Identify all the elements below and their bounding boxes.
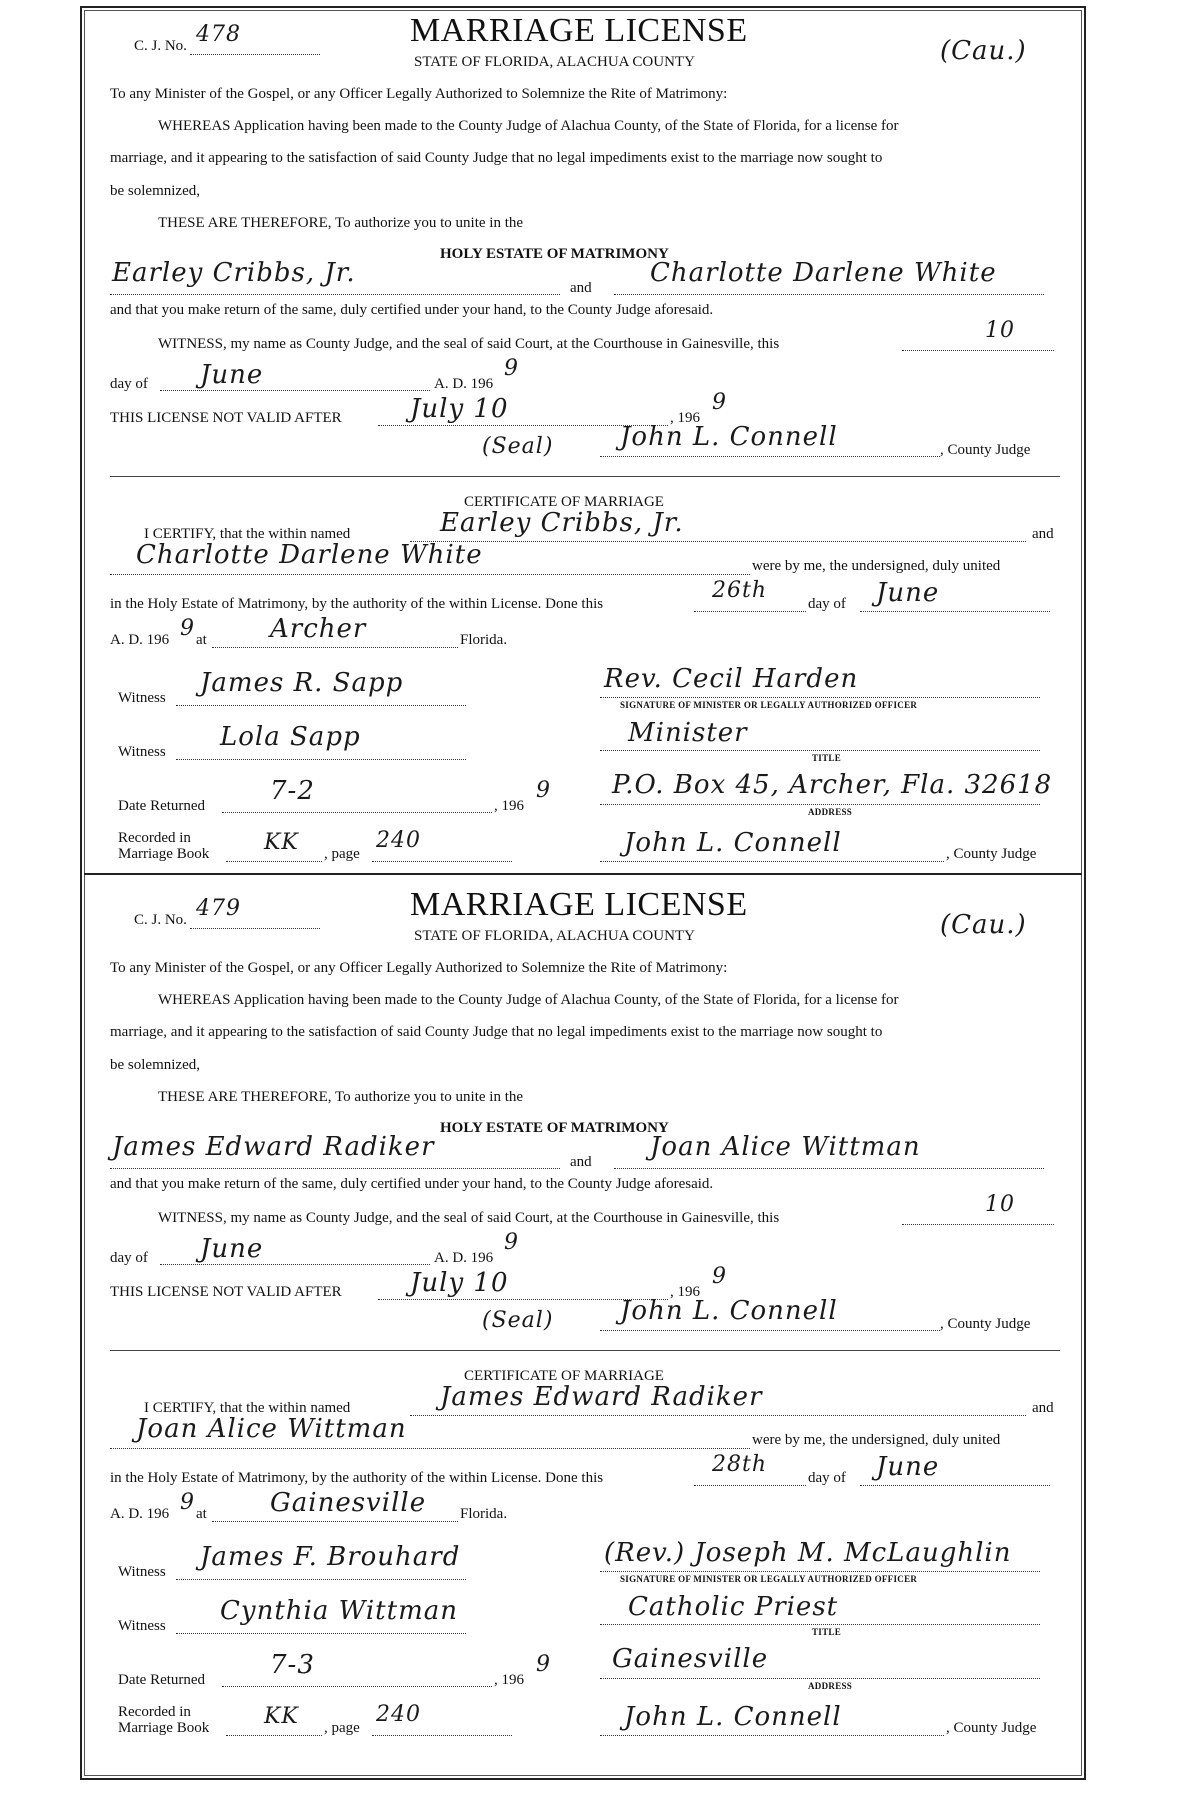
bride-name: Charlotte Darlene White xyxy=(650,258,997,288)
license-title: MARRIAGE LICENSE xyxy=(410,886,748,923)
nv-year-digit: 9 xyxy=(712,1264,727,1289)
county-judge-label: , County Judge xyxy=(940,1316,1031,1332)
recorder-judge-label: , County Judge xyxy=(946,1720,1037,1736)
date-returned-label: Date Returned xyxy=(118,798,206,814)
recorded-label-2: Marriage Book xyxy=(118,1720,210,1736)
certify-line: I CERTIFY, that the within named xyxy=(144,526,351,542)
cert-year-digit: 9 xyxy=(180,1490,195,1515)
officer-signature: (Rev.) Joseph M. McLaughlin xyxy=(604,1538,1012,1568)
recorded-label-1: Recorded in xyxy=(118,830,191,846)
witness-1-label: Witness xyxy=(118,1564,166,1580)
officer-signature: Rev. Cecil Harden xyxy=(604,664,859,694)
return-line: and that you make return of the same, duly certified under your hand, to the County Judge aforesaid. xyxy=(110,1176,714,1192)
license-month: June xyxy=(200,1234,264,1264)
therefore-line: THESE ARE THEREFORE, To authorize you to unite in the xyxy=(158,1089,524,1105)
witness-2-label: Witness xyxy=(118,744,166,760)
return-line: and that you make return of the same, duly certified under your hand, to the County Judge aforesaid. xyxy=(110,302,714,318)
marriage-book: KK xyxy=(264,1704,299,1729)
officer-caption: SIGNATURE OF MINISTER OR LEGALLY AUTHORIZED OFFICER xyxy=(620,1574,918,1584)
witness-2-name: Lola Sapp xyxy=(220,722,361,752)
annotation-note: (Cau.) xyxy=(940,910,1027,940)
holy-estate-line: in the Holy Estate of Matrimony, by the authority of the within License. Done this xyxy=(110,596,604,612)
date-returned: 7-2 xyxy=(270,776,315,806)
dr-year-label: , 196 xyxy=(494,1672,524,1688)
recorder-signature: John L. Connell xyxy=(624,828,842,858)
done-day: 26th xyxy=(712,578,768,603)
officer-title: Catholic Priest xyxy=(628,1592,839,1622)
county-judge-label: , County Judge xyxy=(940,442,1031,458)
florida-label: Florida. xyxy=(460,1506,508,1522)
cert-groom-name: James Edward Radiker xyxy=(440,1382,763,1412)
cert-ad-label: A. D. 196 xyxy=(110,632,170,648)
date-returned-label: Date Returned xyxy=(118,1672,206,1688)
witness-2-label: Witness xyxy=(118,1618,166,1634)
witness-statement: WITNESS, my name as County Judge, and the seal of said Court, at the Courthouse in Gainesville, this xyxy=(158,336,780,352)
whereas-line-3: be solemnized, xyxy=(110,1057,200,1073)
done-day: 28th xyxy=(712,1452,768,1477)
not-valid-label: THIS LICENSE NOT VALID AFTER xyxy=(110,410,342,426)
title-caption: TITLE xyxy=(812,753,842,763)
dr-year-label: , 196 xyxy=(494,798,524,814)
witness-1-name: James F. Brouhard xyxy=(200,1542,461,1572)
whereas-line-2: marriage, and it appearing to the satisfaction of said County Judge that no legal impediments exist to the marriage now sought to xyxy=(110,1024,883,1040)
groom-name: Earley Cribbs, Jr. xyxy=(112,258,356,288)
license-divider xyxy=(84,873,1082,875)
holy-estate-heading: HOLY ESTATE OF MATRIMONY xyxy=(440,246,669,262)
groom-name: James Edward Radiker xyxy=(112,1132,435,1162)
address-line: To any Minister of the Gospel, or any Officer Legally Authorized to Solemnize the Rite of Matrimony: xyxy=(110,86,728,102)
cert-year-digit: 9 xyxy=(180,616,195,641)
certify-line: I CERTIFY, that the within named xyxy=(144,1400,351,1416)
not-valid-date: July 10 xyxy=(410,1268,509,1298)
marriage-book: KK xyxy=(264,830,299,855)
license-subtitle: STATE OF FLORIDA, ALACHUA COUNTY xyxy=(414,54,695,70)
dr-year-digit: 9 xyxy=(536,778,551,803)
judge-signature: John L. Connell xyxy=(620,1296,838,1326)
cj-label: C. J. No. xyxy=(134,38,187,54)
cert-ad-label: A. D. 196 xyxy=(110,1506,170,1522)
license-year-digit: 9 xyxy=(504,1230,519,1255)
ad-label: A. D. 196 xyxy=(434,376,494,392)
witness-1-name: James R. Sapp xyxy=(200,668,404,698)
license-day: 10 xyxy=(985,318,1015,343)
whereas-line-2: marriage, and it appearing to the satisfaction of said County Judge that no legal impediments exist to the marriage now sought to xyxy=(110,150,883,166)
certificate-title: CERTIFICATE OF MARRIAGE xyxy=(464,1368,664,1384)
and-label: and xyxy=(570,1154,592,1170)
book-page: 240 xyxy=(376,828,421,853)
therefore-line: THESE ARE THEREFORE, To authorize you to unite in the xyxy=(158,215,524,231)
cert-day-of-label: day of xyxy=(808,1470,846,1486)
annotation-note: (Cau.) xyxy=(940,36,1027,66)
holy-estate-heading: HOLY ESTATE OF MATRIMONY xyxy=(440,1120,669,1136)
cert-groom-name: Earley Cribbs, Jr. xyxy=(440,508,684,538)
date-returned: 7-3 xyxy=(270,1650,315,1680)
cert-and-label: and xyxy=(1032,526,1054,542)
whereas-line-1: WHEREAS Application having been made to the County Judge of Alachua County, of the State of Florida, for a license for xyxy=(158,118,899,134)
nv-year-label: , 196 xyxy=(670,1284,700,1300)
nv-year-digit: 9 xyxy=(712,390,727,415)
license-month: June xyxy=(200,360,264,390)
license-title: MARRIAGE LICENSE xyxy=(410,12,748,49)
judge-signature: John L. Connell xyxy=(620,422,838,452)
officer-title: Minister xyxy=(628,718,748,748)
florida-label: Florida. xyxy=(460,632,508,648)
witness-statement: WITNESS, my name as County Judge, and the seal of said Court, at the Courthouse in Gainesville, this xyxy=(158,1210,780,1226)
page-label: , page xyxy=(324,1720,360,1736)
marriage-place: Archer xyxy=(270,614,367,644)
officer-address: Gainesville xyxy=(612,1644,769,1674)
at-label: at xyxy=(196,632,207,648)
license-day: 10 xyxy=(985,1192,1015,1217)
page-label: , page xyxy=(324,846,360,862)
cj-number: 478 xyxy=(196,22,241,47)
witness-1-label: Witness xyxy=(118,690,166,706)
day-of-label: day of xyxy=(110,376,148,392)
recorder-signature: John L. Connell xyxy=(624,1702,842,1732)
title-caption: TITLE xyxy=(812,1627,842,1637)
whereas-line-1: WHEREAS Application having been made to the County Judge of Alachua County, of the State of Florida, for a license for xyxy=(158,992,899,1008)
nv-year-label: , 196 xyxy=(670,410,700,426)
cj-label: C. J. No. xyxy=(134,912,187,928)
recorded-label-1: Recorded in xyxy=(118,1704,191,1720)
bride-name: Joan Alice Wittman xyxy=(650,1132,921,1162)
address-caption: ADDRESS xyxy=(808,1681,853,1691)
cert-day-of-label: day of xyxy=(808,596,846,612)
united-line: were by me, the undersigned, duly united xyxy=(752,558,1001,574)
cert-bride-name: Charlotte Darlene White xyxy=(136,540,483,570)
and-label: and xyxy=(570,280,592,296)
not-valid-label: THIS LICENSE NOT VALID AFTER xyxy=(110,1284,342,1300)
ad-label: A. D. 196 xyxy=(434,1250,494,1266)
cj-number: 479 xyxy=(196,896,241,921)
license-year-digit: 9 xyxy=(504,356,519,381)
not-valid-date: July 10 xyxy=(410,394,509,424)
recorded-label-2: Marriage Book xyxy=(118,846,210,862)
address-caption: ADDRESS xyxy=(808,807,853,817)
cert-month: June xyxy=(876,578,940,608)
seal-mark: (Seal) xyxy=(482,1308,554,1333)
cert-month: June xyxy=(876,1452,940,1482)
book-page: 240 xyxy=(376,1702,421,1727)
day-of-label: day of xyxy=(110,1250,148,1266)
witness-2-name: Cynthia Wittman xyxy=(220,1596,458,1626)
united-line: were by me, the undersigned, duly united xyxy=(752,1432,1001,1448)
address-line: To any Minister of the Gospel, or any Officer Legally Authorized to Solemnize the Rite of Matrimony: xyxy=(110,960,728,976)
dr-year-digit: 9 xyxy=(536,1652,551,1677)
at-label: at xyxy=(196,1506,207,1522)
certificate-title: CERTIFICATE OF MARRIAGE xyxy=(464,494,664,510)
officer-address: P.O. Box 45, Archer, Fla. 32618 xyxy=(612,770,1053,800)
recorder-judge-label: , County Judge xyxy=(946,846,1037,862)
cert-bride-name: Joan Alice Wittman xyxy=(136,1414,407,1444)
seal-mark: (Seal) xyxy=(482,434,554,459)
marriage-place: Gainesville xyxy=(270,1488,427,1518)
whereas-line-3: be solemnized, xyxy=(110,183,200,199)
cert-and-label: and xyxy=(1032,1400,1054,1416)
holy-estate-line: in the Holy Estate of Matrimony, by the authority of the within License. Done this xyxy=(110,1470,604,1486)
license-subtitle: STATE OF FLORIDA, ALACHUA COUNTY xyxy=(414,928,695,944)
officer-caption: SIGNATURE OF MINISTER OR LEGALLY AUTHORIZED OFFICER xyxy=(620,700,918,710)
